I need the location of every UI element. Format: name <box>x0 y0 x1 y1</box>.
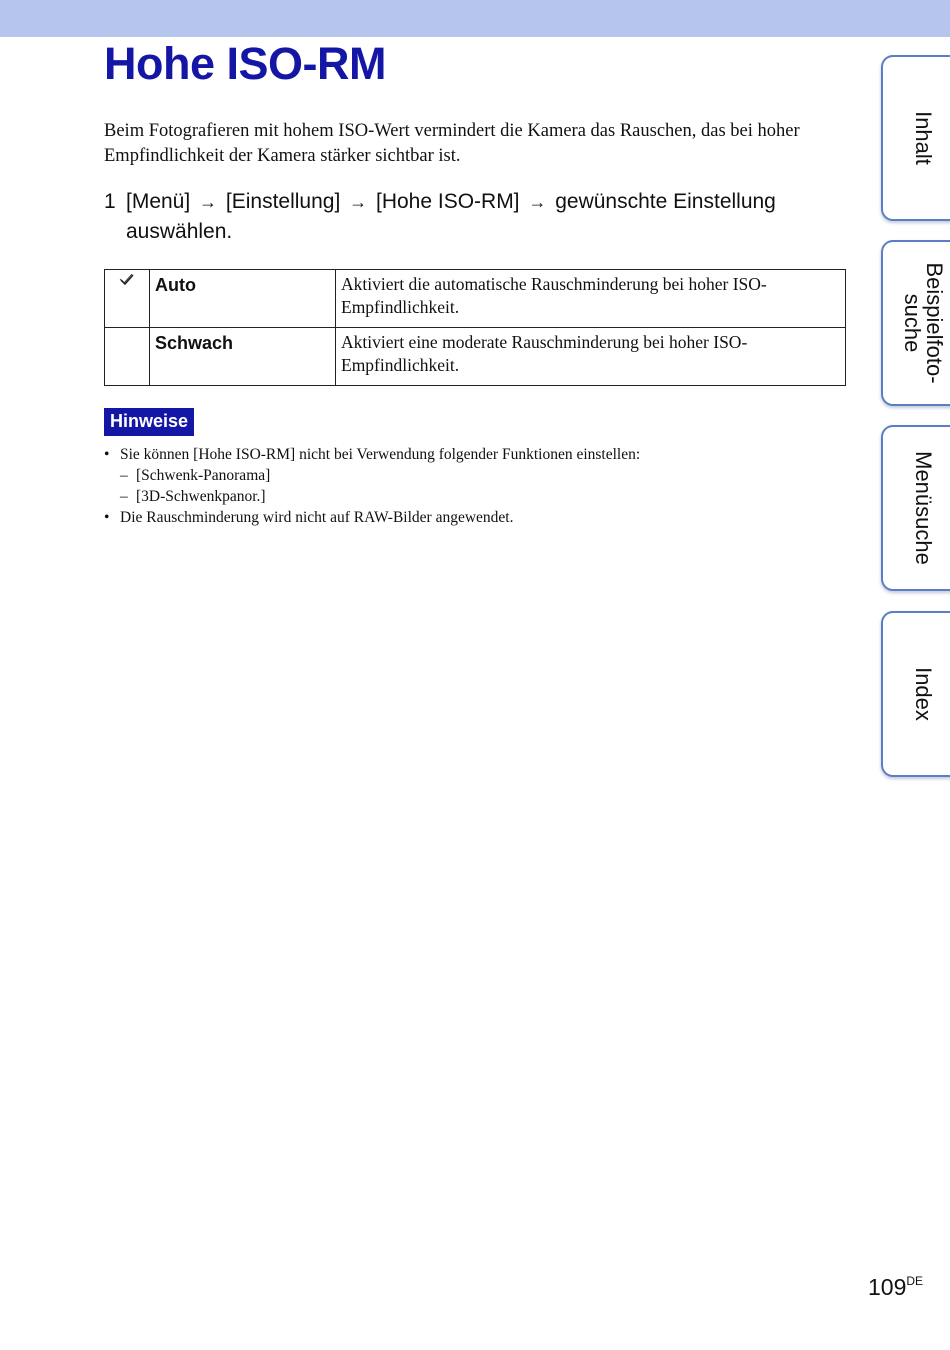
tab-label: Beispielfoto- suche <box>900 262 947 384</box>
notes-list <box>104 444 844 528</box>
note-subtext: [Schwenk-Panorama] <box>136 467 271 484</box>
intro-text: Beim Fotografieren mit hohem ISO-Wert vermindert die Kamera das Rauschen, das bei hoher Empfindlichkeit der Kamera stärker sichtbar ist. <box>104 121 800 166</box>
step-setup: [Einstellung] <box>225 190 341 213</box>
bullet: • <box>104 446 110 463</box>
setting-description: Aktiviert eine moderate Rauschminderung bei hoher ISO-Empfindlichkeit. <box>336 328 846 386</box>
step-instruction <box>104 187 844 246</box>
arrow-right-icon: → <box>528 192 547 212</box>
list-item <box>104 507 844 528</box>
setting-name: Auto <box>150 270 336 328</box>
step-number: 1 <box>104 190 116 213</box>
page-number: 109DE <box>868 1274 924 1300</box>
checkmark-icon <box>119 273 135 287</box>
tab-index[interactable] <box>881 611 950 777</box>
notes-heading: Hinweise <box>104 408 194 436</box>
arrow-right-icon: → <box>199 192 218 212</box>
tab-label: Inhalt <box>911 111 936 165</box>
note-text: Sie können [Hohe ISO-RM] nicht bei Verwendung folgender Funktionen einstellen: <box>120 446 641 463</box>
page-title: Hohe ISO-RM <box>104 38 386 89</box>
note-text: Die Rauschminderung wird nicht auf RAW-Bilder angewendet. <box>120 509 514 526</box>
dash: – <box>120 488 128 505</box>
table-row <box>105 328 846 386</box>
note-subtext: [3D-Schwenkpanor.] <box>136 488 266 505</box>
header-band <box>0 0 950 37</box>
tab-label: Index <box>911 667 936 721</box>
setting-description: Aktiviert die automatische Rauschminderung bei hoher ISO-Empfindlichkeit. <box>336 270 846 328</box>
default-mark-cell <box>105 270 150 328</box>
tab-menu-search[interactable] <box>881 425 950 591</box>
arrow-right-icon: → <box>349 192 368 212</box>
table-row <box>105 270 846 328</box>
list-subitem <box>104 465 844 486</box>
settings-table <box>104 269 846 386</box>
step-select: gewünschte Einstellung auswählen. <box>126 190 776 243</box>
tab-sample-photo-search[interactable] <box>881 240 950 406</box>
list-item <box>104 444 844 465</box>
tab-contents[interactable] <box>881 55 950 221</box>
list-subitem <box>104 486 844 507</box>
tab-label: Menüsuche <box>911 451 936 565</box>
setting-name: Schwach <box>150 328 336 386</box>
dash: – <box>120 467 128 484</box>
page-locale: DE <box>906 1274 924 1288</box>
bullet: • <box>104 509 110 526</box>
step-high-iso-nr: [Hohe ISO-RM] <box>375 190 520 213</box>
default-mark-cell <box>105 328 150 386</box>
step-menu: [Menü] <box>126 190 191 213</box>
